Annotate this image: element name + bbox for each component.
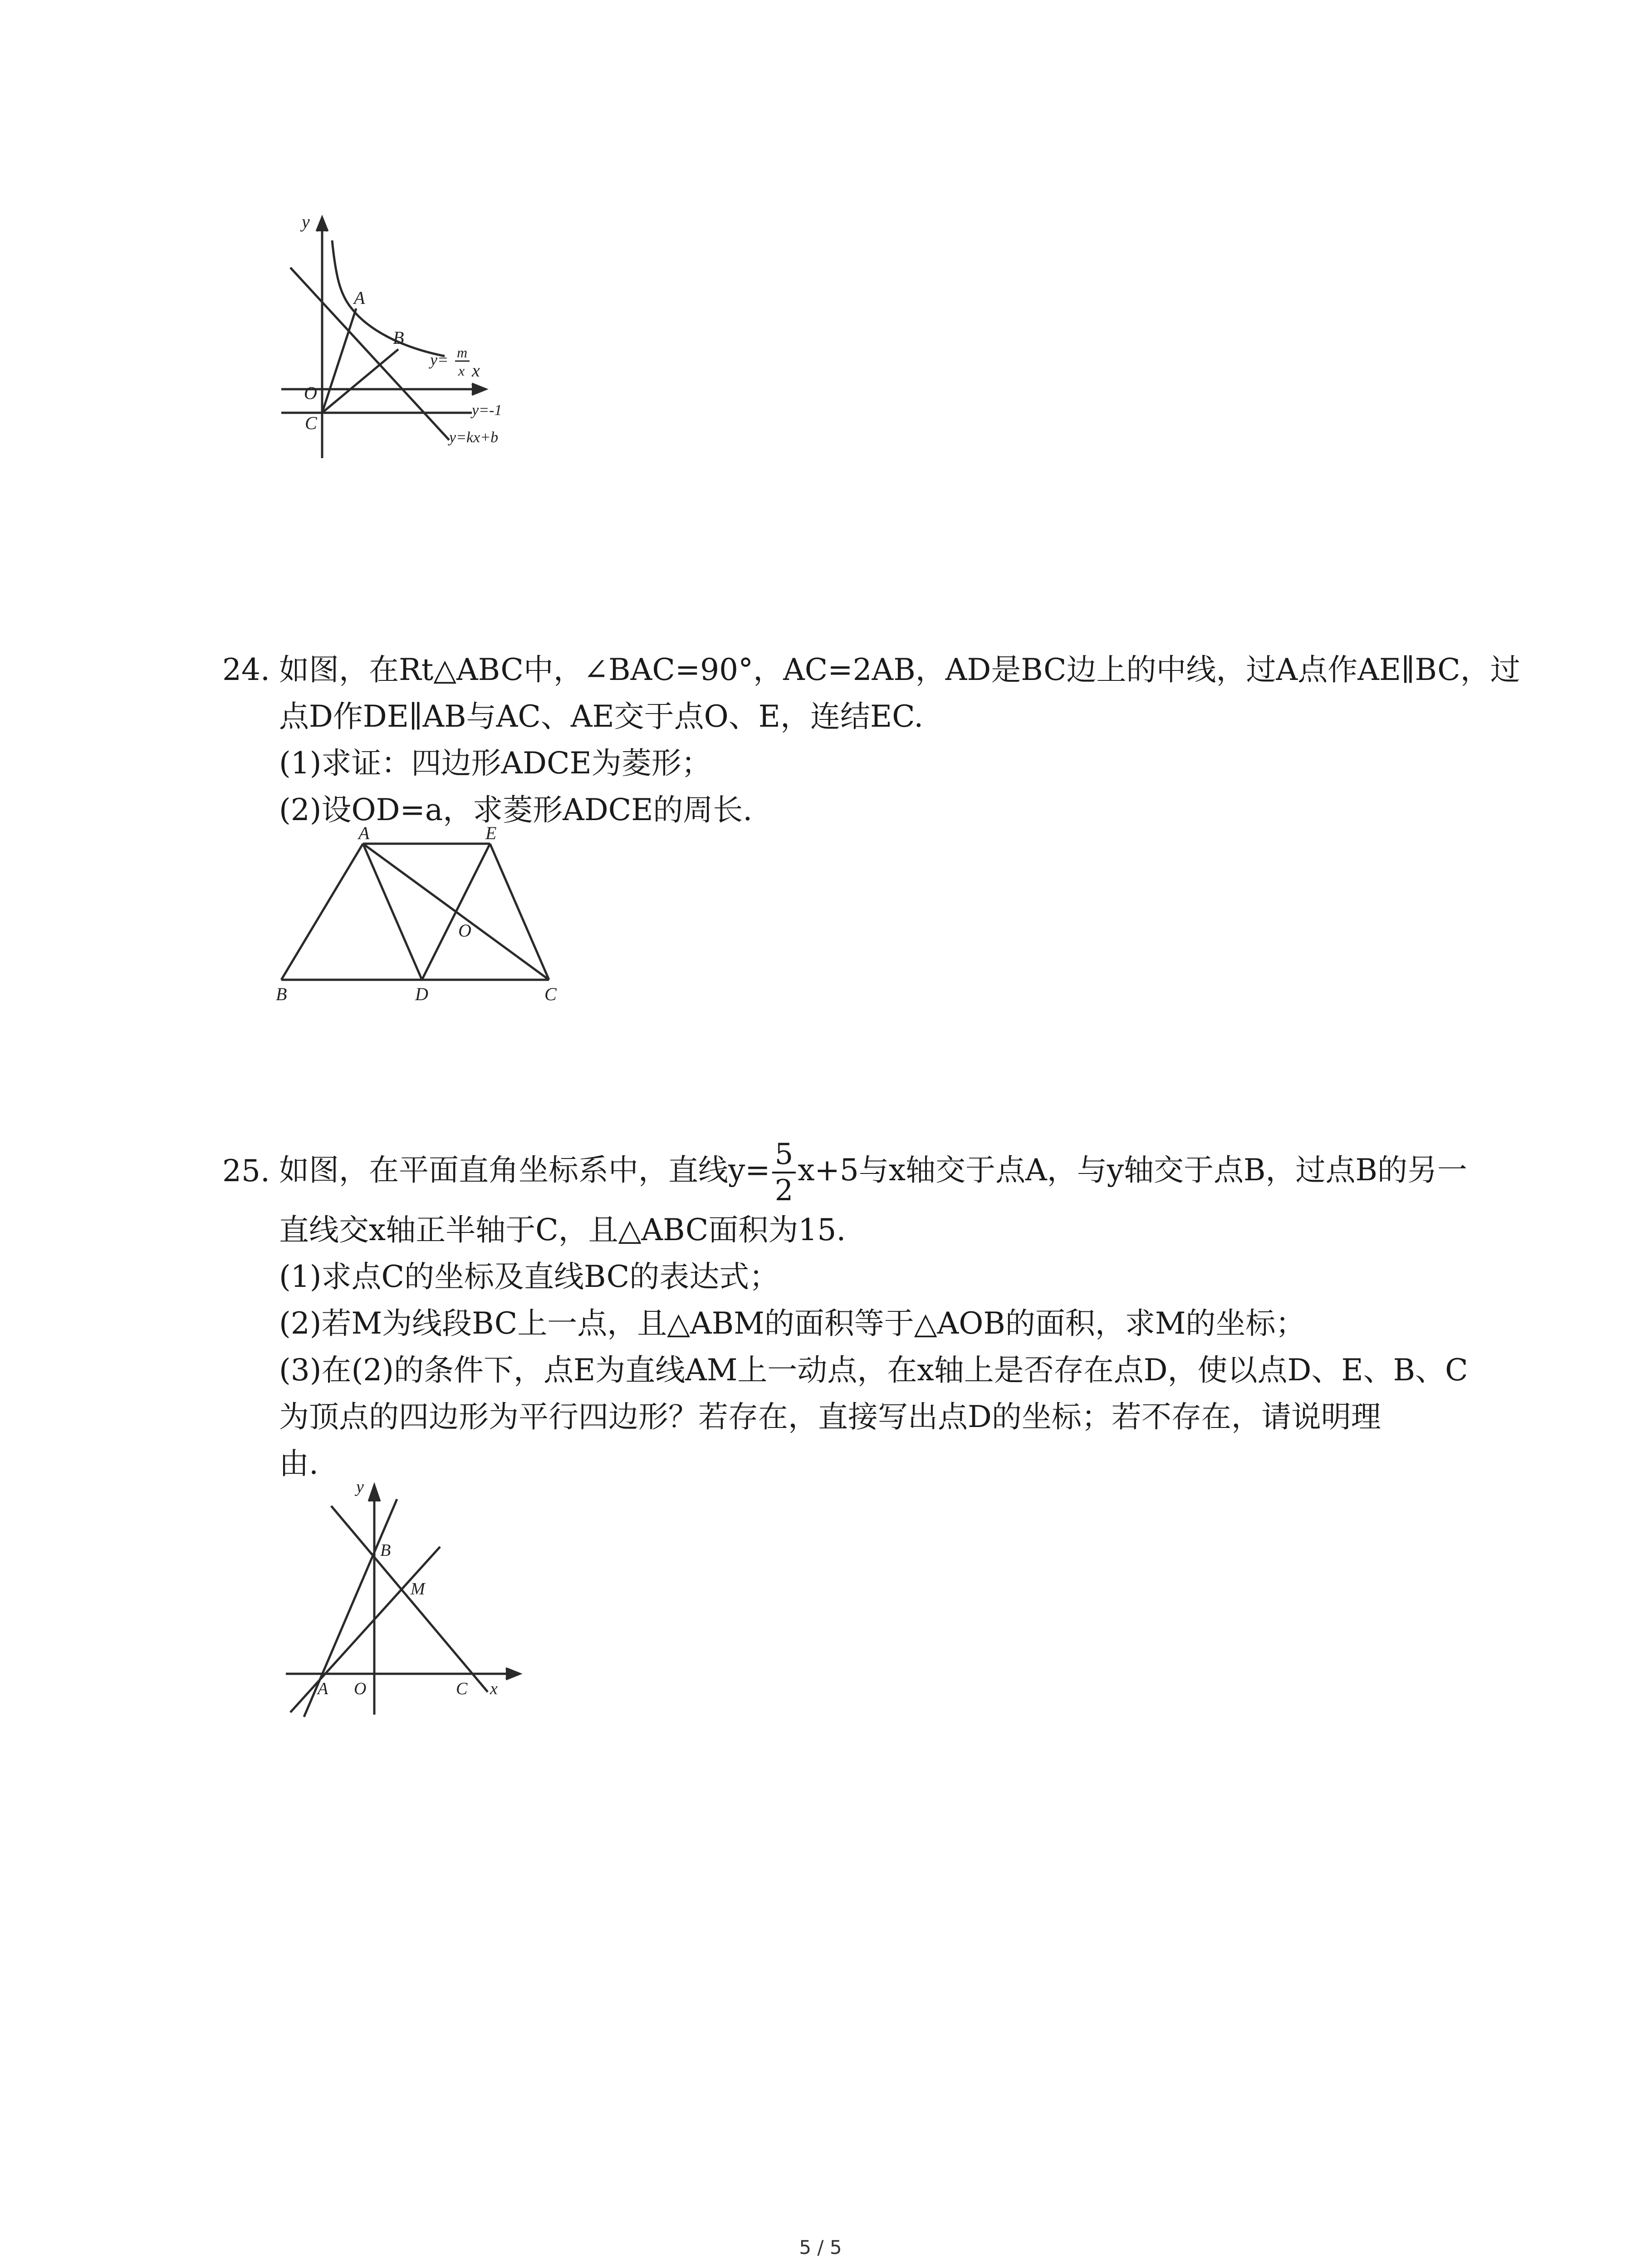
label-O: O — [458, 920, 471, 941]
question-text-line: 如图，在Rt△ABC中，∠BAC=90°，AC=2AB，AD是BC边上的中线，过A点作AE∥BC，过 — [279, 652, 1520, 687]
figure-rhombus — [272, 823, 581, 1004]
page-number: 5 / 5 — [799, 2236, 842, 2258]
x-axis-arrow — [472, 384, 485, 395]
label-A: A — [318, 1679, 328, 1698]
question-text-line — [279, 1134, 1493, 1207]
x-axis-arrow — [506, 1668, 519, 1679]
question-25 — [222, 1134, 1493, 1487]
y-axis-arrow — [317, 218, 328, 231]
question-number: 24. — [222, 652, 270, 687]
label-O: O — [354, 1679, 367, 1698]
question-part-1: (1)求点C的坐标及直线BC的表达式； — [279, 1259, 779, 1294]
label-curve-num: m — [457, 344, 468, 361]
label-C: C — [305, 413, 317, 433]
question-part-2: (2)设OD=a，求菱形ADCE的周长. — [279, 792, 753, 827]
label-line: y=kx+b — [449, 429, 499, 446]
label-x: x — [490, 1679, 498, 1698]
fraction-denominator: 2 — [774, 1174, 794, 1207]
label-M: M — [411, 1579, 425, 1598]
label-curve-lhs: y= — [430, 351, 449, 369]
label-y: y — [302, 211, 310, 232]
question-part-3: 为顶点的四边形为平行四边形？若存在，直接写出点D的坐标；若不存在，请说明理 — [279, 1399, 1381, 1434]
figure-coordinate-lines — [272, 1479, 526, 1724]
question-part-1: (1)求证：四边形ADCE为菱形； — [279, 746, 711, 781]
label-B: B — [393, 327, 404, 348]
text-segment: 如图，在平面直角坐标系中，直线y= — [279, 1153, 770, 1188]
label-E: E — [485, 823, 497, 843]
label-A: A — [358, 823, 370, 843]
label-D: D — [415, 984, 428, 1004]
label-hline: y=-1 — [472, 402, 502, 419]
question-24 — [222, 646, 1520, 833]
label-A: A — [354, 288, 365, 308]
question-text-line: 直线交x轴正半轴于C，且△ABC面积为15. — [279, 1212, 846, 1247]
text-segment: x+5与x轴交于点A，与y轴交于点B，过点B的另一 — [798, 1153, 1467, 1188]
question-text-line: 点D作DE∥AB与AC、AE交于点O、E，连结EC. — [279, 699, 924, 734]
question-part-3: 由. — [279, 1446, 318, 1481]
label-y: y — [356, 1477, 364, 1496]
label-C: C — [544, 984, 557, 1004]
label-B: B — [380, 1541, 391, 1560]
label-B: B — [276, 984, 287, 1004]
label-O: O — [304, 383, 317, 403]
hyperbola-curve — [332, 240, 445, 356]
question-part-3: (3)在(2)的条件下，点E为直线AM上一动点，在x轴上是否存在点D，使以点D、E、B、C — [279, 1353, 1468, 1388]
label-curve-den: x — [458, 362, 465, 379]
segment-ED — [422, 844, 490, 980]
label-C: C — [456, 1679, 468, 1698]
question-number: 25. — [222, 1154, 270, 1188]
label-x: x — [472, 360, 480, 381]
y-axis-arrow — [369, 1486, 380, 1501]
figure-hyperbola-line — [272, 213, 544, 467]
segment-AB — [281, 844, 363, 980]
question-part-2: (2)若M为线段BC上一点，且△ABM的面积等于△AOB的面积，求M的坐标； — [279, 1306, 1306, 1341]
fraction-numerator: 5 — [772, 1140, 796, 1173]
fraction — [772, 1140, 796, 1205]
